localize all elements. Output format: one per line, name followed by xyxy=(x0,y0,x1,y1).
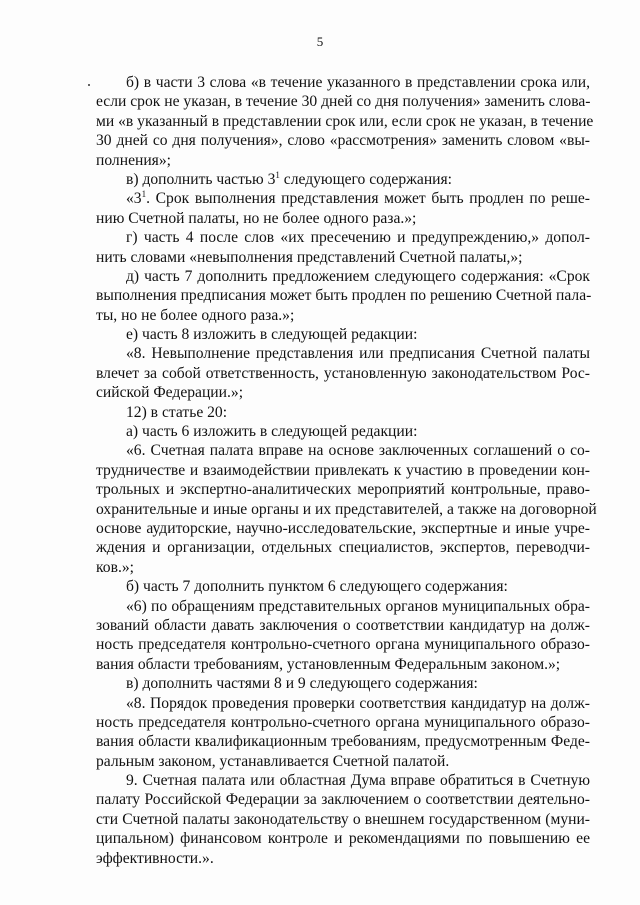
text-line: нию Счетной палаты, но не более одного раза.»; xyxy=(96,209,417,227)
text-line: ты, но не более одного раза.»; xyxy=(96,306,295,324)
text-line: д) часть 7 дополнить предложением следующего содержания: «Срок xyxy=(126,267,590,285)
text-line: «6) по обращениям представительных органов муниципальных обра- xyxy=(126,597,590,615)
text-line: ков.»; xyxy=(96,558,134,576)
text-line: охранительные и иные органы и их представителей, а также на договорной xyxy=(96,500,597,518)
text-line: сти Счетной палаты законодательству о внешнем государственном (муни- xyxy=(96,810,590,828)
text-line: ми «в указанный в представлении срок или, если срок не указан, в течение xyxy=(96,112,594,130)
superscript: 1 xyxy=(141,189,147,200)
document-body xyxy=(96,73,597,868)
text-line: в) дополнить частями 8 и 9 следующего содержания: xyxy=(126,675,478,693)
text-line: трольных и экспертно-аналитических мероприятий контрольные, право- xyxy=(96,481,590,499)
text-line: выполнения предписания может быть продлен по решению Счетной пала- xyxy=(96,287,592,305)
text-line: ципальном) финансовом контроле и рекомендациями по повышению ее xyxy=(96,830,590,848)
text-line: г) часть 4 после слов «их пресечению и предупреждению,» допол- xyxy=(126,229,590,247)
text-line: «6. Счетная палата вправе на основе заключенных соглашений о со- xyxy=(126,442,590,460)
superscript: 1 xyxy=(275,169,280,180)
text-line xyxy=(96,189,590,208)
text-line: 30 дней со дня получения», слово «рассмотрения» заменить словом «вы- xyxy=(96,132,590,150)
text-line: ждения и организации, отдельных специалистов, экспертов, переводчи- xyxy=(96,539,590,557)
text-line: 12) в статье 20: xyxy=(126,403,228,421)
text-line: ность председателя контрольно-счетного органа муниципального образо- xyxy=(96,636,590,654)
text-fragment: . Срок выполнения представления может быть продлен по реше- xyxy=(146,190,590,208)
text-line: 9. Счетная палата или областная Дума вправе обратиться в Счетную xyxy=(126,772,590,790)
text-line: е) часть 8 изложить в следующей редакции: xyxy=(126,326,418,344)
text-line: а) часть 6 изложить в следующей редакции: xyxy=(126,423,418,441)
text-line: вания области квалификационным требованиям, предусмотренным Феде- xyxy=(96,733,590,751)
text-line: б) в части 3 слова «в течение указанного в представлении срока или, xyxy=(126,74,590,91)
text-line: «8. Невыполнение представления или предписания Счетной палаты xyxy=(126,345,590,363)
text-fragment: «3 xyxy=(126,190,142,208)
text-line: сийской Федерации.»; xyxy=(96,384,244,402)
text-line: «8. Порядок проведения проверки соответствия кандидатур на долж- xyxy=(126,694,590,712)
text-line: ность председателя контрольно-счетного органа муниципального образо- xyxy=(96,713,590,731)
page-number: 5 xyxy=(316,34,324,49)
text-line: вания области требованиям, установленным Федеральным законом.»; xyxy=(96,655,561,673)
text-line: влечет за собой ответственность, установленную законодательством Рос- xyxy=(96,364,590,382)
text-line: зований области давать заключения о соответствии кандидатур на долж- xyxy=(96,616,590,634)
text-line: трудничестве и взаимодействии привлекать к участию в проведении кон- xyxy=(96,461,590,479)
text-line: эффективности.». xyxy=(96,849,214,867)
text-line: основе аудиторские, научно-исследовательские, экспертные и иные учре- xyxy=(96,519,590,537)
text-line: если срок не указан, в течение 30 дней со дня получения» заменить слова- xyxy=(96,93,591,111)
text-fragment: следующего содержания: xyxy=(279,170,453,188)
scan-speck xyxy=(88,84,90,86)
text-line: полнения»; xyxy=(96,151,171,169)
text-fragment: в) дополнить частью 3 xyxy=(126,170,276,188)
text-line: нить словами «невыполнения представлений Счетной палаты,»; xyxy=(96,248,523,266)
text-line: палату Российской Федерации за заключением о соответствии деятельно- xyxy=(96,791,590,809)
text-line: б) часть 7 дополнить пунктом 6 следующего содержания: xyxy=(126,578,508,596)
text-line xyxy=(96,170,590,189)
text-line: ральным законом, устанавливается Счетной палатой. xyxy=(96,752,450,770)
